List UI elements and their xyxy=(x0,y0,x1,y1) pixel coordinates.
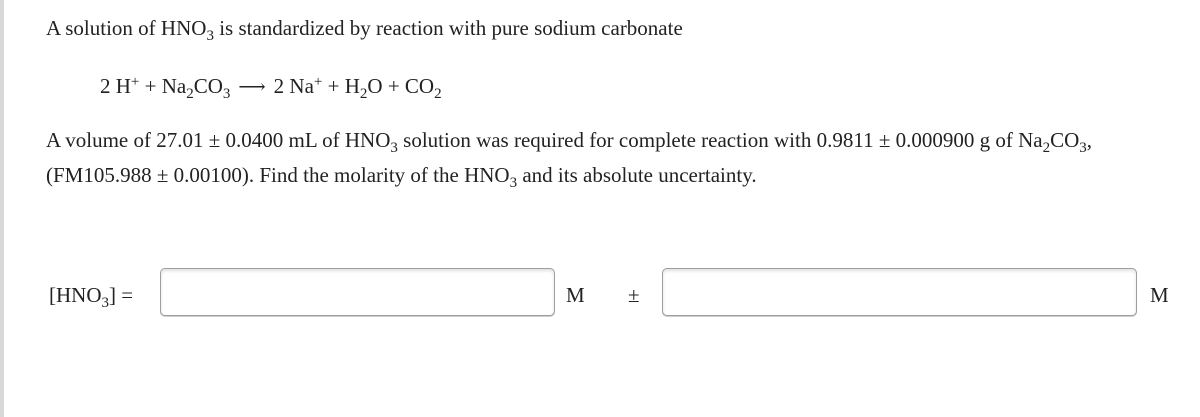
problem-intro xyxy=(46,16,683,44)
eq-co2-sub: 2 xyxy=(434,86,442,102)
intro-rest: is standardized by reaction with pure sodium carbonate xyxy=(213,16,683,40)
molarity-unit: M xyxy=(566,283,585,307)
eq-plus-h: + H xyxy=(322,74,360,98)
molarity-label xyxy=(49,283,134,311)
question-line-2 xyxy=(46,163,757,191)
eq-plus-na: + Na xyxy=(139,74,187,98)
eq-2na: 2 Na xyxy=(273,74,314,98)
q1-part-b: solution was required for complete reaction with 0.9811 ± 0.000900 g of Na xyxy=(397,128,1043,152)
eq-co: CO xyxy=(193,74,223,98)
q2-part-a: (FM105.988 ± 0.00100). Find the molarity of the HNO xyxy=(46,163,510,187)
q1-sub-a: 3 xyxy=(390,140,398,156)
q1-part-c: CO xyxy=(1050,128,1080,152)
reaction-arrow-icon: ⟶ xyxy=(238,76,266,98)
q1-sub-b: 2 xyxy=(1042,140,1051,156)
label-hno: [HNO xyxy=(49,283,102,307)
question-line-1 xyxy=(46,128,1093,156)
q2-sub-a: 3 xyxy=(509,175,518,191)
plus-minus-icon: ± xyxy=(628,283,640,307)
q1-part-a: A volume of 27.01 ± 0.0400 mL of HNO xyxy=(46,128,391,152)
label-equals: ] = xyxy=(109,283,134,307)
reaction-equation xyxy=(100,74,442,102)
uncertainty-unit: M xyxy=(1150,283,1169,307)
eq-co-sub: 3 xyxy=(222,86,231,102)
eq-h-sub: 2 xyxy=(359,86,368,102)
eq-2h: 2 H xyxy=(100,74,131,98)
eq-o-co: O + CO xyxy=(367,74,435,98)
q1-part-d: , xyxy=(1086,128,1093,152)
molarity-input[interactable] xyxy=(160,268,555,316)
eq-na-sub: 2 xyxy=(186,86,194,102)
eq-h-charge: + xyxy=(130,74,140,90)
label-sub: 3 xyxy=(101,295,109,311)
uncertainty-input[interactable] xyxy=(662,268,1137,316)
q1-sub-c: 3 xyxy=(1079,140,1087,156)
intro-subscript: 3 xyxy=(206,28,214,44)
intro-text: A solution of HNO xyxy=(46,16,207,40)
q2-part-b: and its absolute uncertainty. xyxy=(517,163,757,187)
eq-na-charge: + xyxy=(313,74,323,90)
